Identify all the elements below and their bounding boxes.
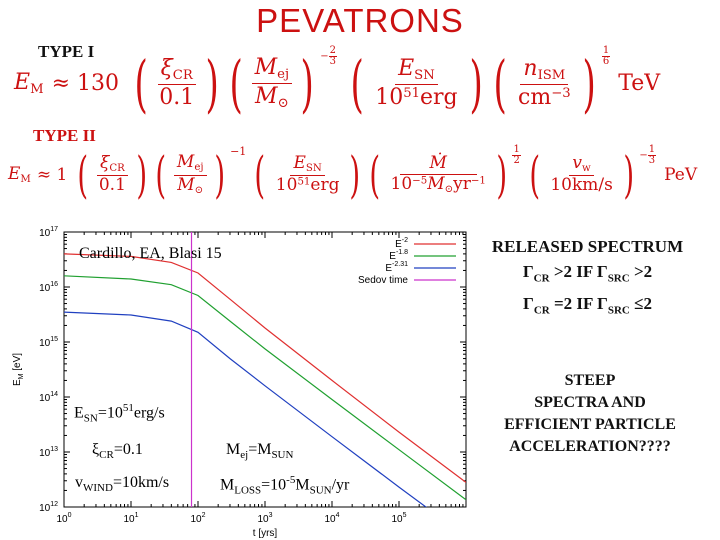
type1-lhs: $E_M$ xyxy=(14,69,44,97)
paren-open: ( xyxy=(350,46,364,120)
mej-annotation: $M_{ej}=M_{SUN}$ xyxy=(226,441,294,462)
citation-label: Cardillo, EA, Blasi 15 xyxy=(79,245,222,262)
paren-open: ( xyxy=(155,146,167,204)
type1-formula xyxy=(14,46,660,120)
paren-close: ) xyxy=(349,146,361,204)
vwind-annotation: $v_{WIND}=10km/s$ xyxy=(75,474,170,495)
esn-annotation: $E_{SN}=10^{51}erg/s$ xyxy=(74,402,165,425)
type2-approx: ≈ 1 xyxy=(36,165,68,185)
mloss-annotation: $M_{LOSS}=10^{-5}M_{SUN}/yr$ xyxy=(220,474,350,497)
released-line-2: $\Gamma_{CR} >2$ IF $\Gamma_{SRC} >2$ xyxy=(522,262,653,285)
xi-annotation: $\xi_{CR}=0.1$ xyxy=(92,441,143,462)
released-spectrum-note xyxy=(455,234,720,324)
type2-mass-exponent: −1 xyxy=(230,145,247,158)
paren-close: ) xyxy=(136,146,148,204)
paren-close: ) xyxy=(300,46,314,120)
type2-lhs: $E_M$ xyxy=(8,164,31,186)
type1-density-exponent: 1 6 xyxy=(602,45,610,67)
type1-mass-fraction: $\frac{M_{ej}}{M_⊙}$ xyxy=(252,56,292,111)
type1-approx: ≈ 130 xyxy=(51,70,119,96)
paren-close: ) xyxy=(213,146,225,204)
x-tick-label: $10^3$ xyxy=(257,512,273,525)
type1-energy-fraction: $\frac{E_{SN}}{10^{51}erg}$ xyxy=(375,56,458,110)
released-line-3: $\Gamma_{CR} =2$ IF $\Gamma_{SRC} \le 2$ xyxy=(523,294,652,317)
legend-label: $E^{-1.8}$ xyxy=(389,249,408,262)
released-line-1: RELEASED SPECTRUM xyxy=(491,237,684,256)
type2-mdot-fraction: $\frac{\text{Ṁ}}{10^{-5}M_⊙yr^{-1}}$ xyxy=(390,152,486,195)
type1-label: TYPE I xyxy=(38,42,95,61)
type2-xi-fraction: $\frac{\xi_{CR}}{0.1}$ xyxy=(98,152,126,196)
paren-close: ) xyxy=(496,146,508,204)
legend xyxy=(358,237,456,286)
paren-close: ) xyxy=(623,146,634,204)
paren-close: ) xyxy=(582,46,596,120)
steep-line-4: ACCELERATION???? xyxy=(509,438,671,455)
type2-energy-fraction: $\frac{E_{SN}}{10^{51}erg}$ xyxy=(275,152,340,196)
x-tick-label: $10^0$ xyxy=(56,512,72,525)
y-tick-label: $10^{14}$ xyxy=(39,391,58,404)
paren-close: ) xyxy=(469,46,483,120)
paren-open: ( xyxy=(529,146,540,204)
paren-close: ) xyxy=(205,46,219,120)
x-tick-label: $10^4$ xyxy=(324,512,340,525)
steep-line-2: SPECTRA AND xyxy=(534,394,646,411)
legend-label: Sedov time xyxy=(357,275,408,286)
x-tick-label: $10^5$ xyxy=(391,512,407,525)
type2-label: TYPE II xyxy=(33,126,96,145)
type2-mass-fraction: $\frac{M_{ej}}{M_⊙}$ xyxy=(174,154,207,197)
steep-spectra-note xyxy=(470,370,710,458)
y-axis-label: $E_M$ [eV] xyxy=(12,352,25,387)
paren-open: ( xyxy=(254,146,266,204)
type1-density-fraction: $\frac{n_{ISM}}{cm^{-3}}$ xyxy=(518,56,571,110)
paren-open: ( xyxy=(229,46,244,120)
series-line-2 xyxy=(64,276,466,500)
x-tick-label: $10^2$ xyxy=(190,512,206,525)
paren-open: ( xyxy=(493,46,507,120)
type2-wind-exponent: − $\frac{1}{3}$ xyxy=(639,144,656,166)
slide-title: PEVATRONS xyxy=(256,2,464,39)
type2-mdot-exponent: 1 2 xyxy=(513,144,520,166)
y-tick-label: $10^{13}$ xyxy=(39,446,58,459)
axis-ticks xyxy=(64,232,466,507)
type1-mass-exponent: − $\frac{2}{3}$ xyxy=(320,45,337,67)
type1-unit: TeV xyxy=(618,70,661,96)
y-tick-label: $10^{16}$ xyxy=(39,281,58,294)
x-axis-label: t [yrs] xyxy=(252,528,278,539)
steep-line-3: EFFICIENT PARTICLE xyxy=(504,416,676,433)
steep-line-1: STEEP xyxy=(564,372,616,389)
plot-frame xyxy=(64,232,466,507)
type2-formula xyxy=(8,145,697,205)
paren-open: ( xyxy=(134,46,148,120)
paren-open: ( xyxy=(369,146,381,204)
x-tick-label: $10^1$ xyxy=(123,512,139,525)
y-tick-label: $10^{12}$ xyxy=(39,501,58,514)
y-tick-label: $10^{15}$ xyxy=(39,336,58,349)
type2-unit: PeV xyxy=(664,165,698,185)
legend-label: $E^{-2.31}$ xyxy=(385,261,408,274)
y-tick-label: $10^{17}$ xyxy=(39,226,58,239)
type2-wind-fraction: $\frac{v_w}{10km/s}$ xyxy=(550,152,613,196)
type1-xi-fraction: $\frac{\xi_{CR}}{0.1}$ xyxy=(159,56,195,110)
legend-label: $E^{-2}$ xyxy=(395,237,408,250)
paren-open: ( xyxy=(77,146,89,204)
